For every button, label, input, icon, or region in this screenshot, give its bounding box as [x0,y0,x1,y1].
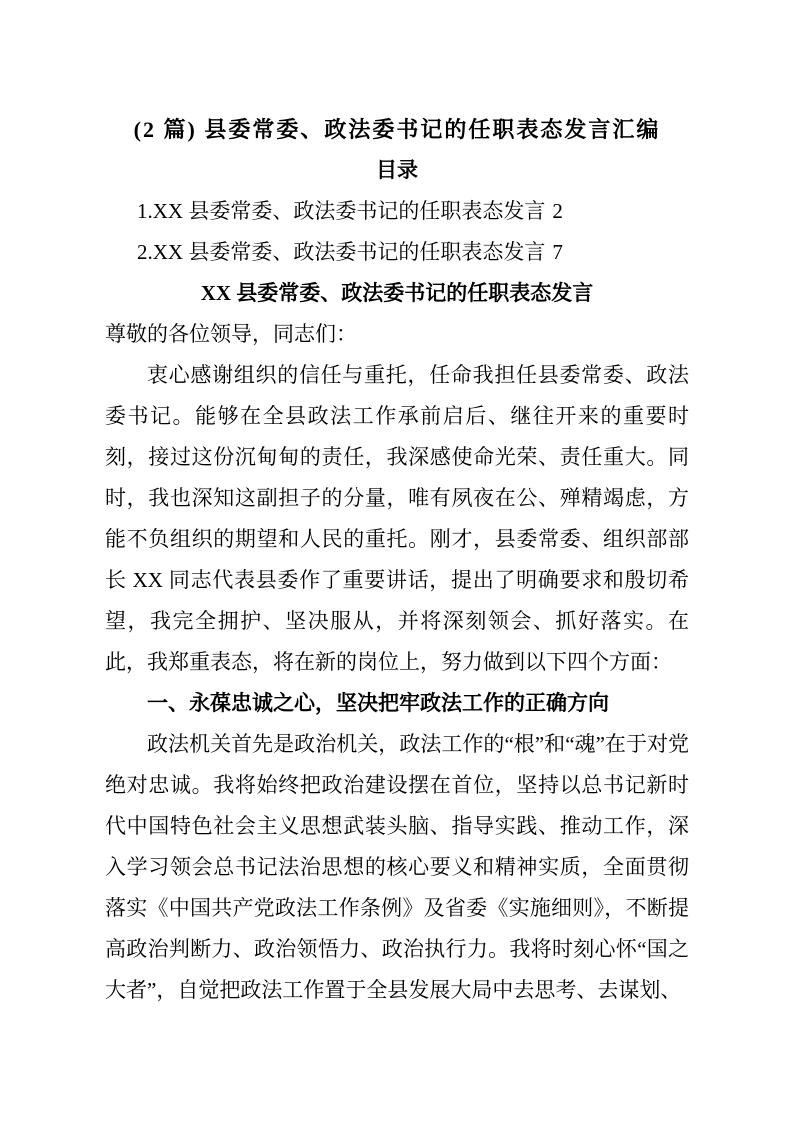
section-1-heading: 一、永葆忠诚之心，坚决把牢政法工作的正确方向 [147,691,609,715]
document-title: (2 篇) 县委常委、政法委书记的任职表态发言汇编 [133,117,661,142]
toc-item-1-label: 1.XX 县委常委、政法委书记的任职表态发言 [137,199,546,223]
toc-item-2-label: 2.XX 县委常委、政法委书记的任职表态发言 [137,240,546,264]
toc-item-1 [105,191,689,232]
speech-title: XX 县委常委、政法委书记的任职表态发言 [200,281,594,305]
toc-item-2-page-number: 7 [552,240,563,264]
toc-item-1-page-number: 2 [552,199,563,223]
speech-salutation: 尊敬的各位领导，同志们： [105,322,357,346]
toc-item-2 [105,232,689,273]
toc-heading: 目录 [376,158,418,182]
speech-opening-paragraph: 衷心感谢组织的信任与重托，任命我担任县委常委、政法委书记。能够在全县政法工作承前启后、继往开来的重要时刻，接过这份沉甸甸的责任，我深感使命光荣、责任重大。同时，我也深知这副担子的分量，唯有夙夜在公、殚精竭虑，方能不负组织的期望和人民的重托。刚才，县委常委、组织部部长 XX 同志代表县委作了重要讲话，提出了明确要求和殷切希望，我完全拥护、坚决服从，并将深刻领会、抓好落实。在此，我郑重表态，将在新的岗位上，努力做到以下四个方面： [105,363,689,674]
section-1-paragraph: 政法机关首先是政治机关，政法工作的“根”和“魂”在于对党绝对忠诚。我将始终把政治建设摆在首位，坚持以总书记新时代中国特色社会主义思想武装头脑、指导实践、推动工作，深入学习领会总书记法治思想的核心要义和精神实质，全面贯彻落实《中国共产党政法工作条例》及省委《实施细则》，不断提高政治判断力、政治领悟力、政治执行力。我将时刻心怀“国之大者”，自觉把政法工作置于全县发展大局中去思考、去谋划、 [105,732,689,1002]
